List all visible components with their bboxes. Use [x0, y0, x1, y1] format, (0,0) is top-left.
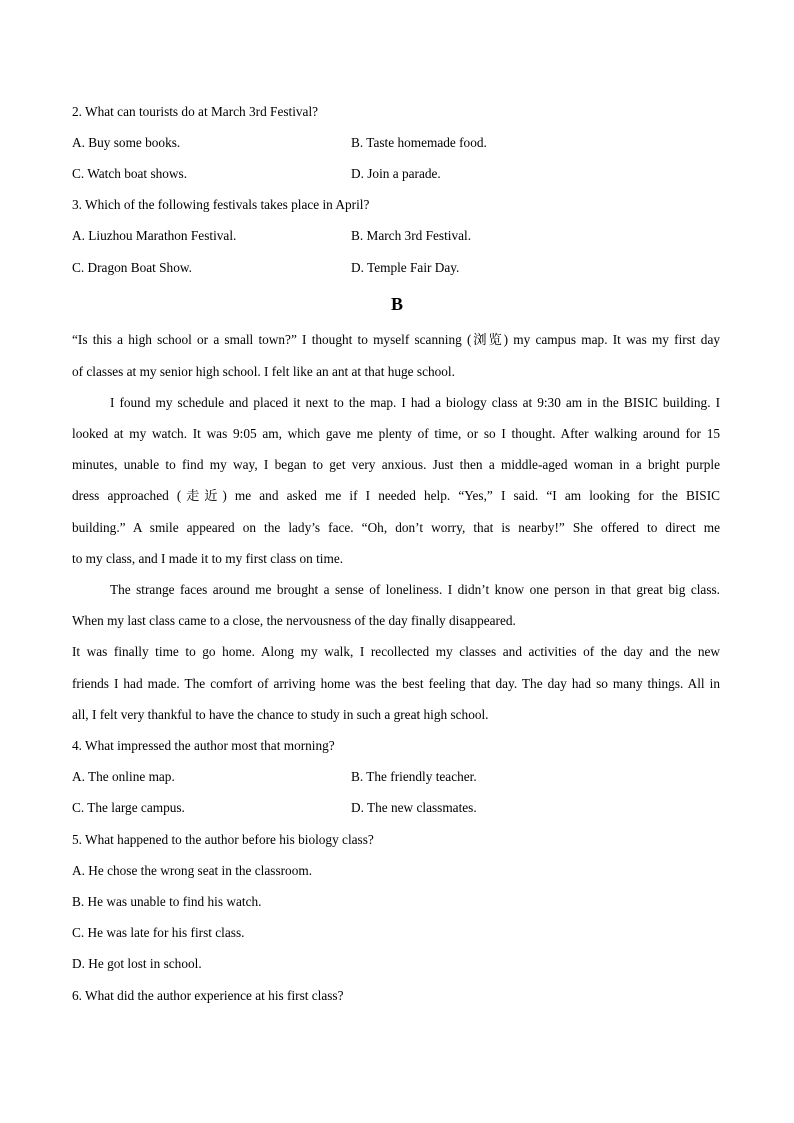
question-4: 4. What impressed the author most that morning? [72, 738, 335, 753]
passage-line: friends I had made. The comfort of arriving home was the best feeling that day. The day had so many things. All in [72, 676, 720, 691]
passage-line: to my class, and I made it to my first class on time. [72, 551, 344, 566]
passage-line: of classes at my senior high school. I felt like an ant at that huge school. [72, 364, 455, 379]
passage-line: looked at my watch. It was 9:05 am, which gave me plenty of time, or so I thought. After walking around for 15 [72, 426, 720, 441]
passage-line: I found my schedule and placed it next to the map. I had a biology class at 9:30 am in the BISIC building. I [110, 395, 720, 410]
q2-option-a: A. Buy some books. [72, 135, 181, 150]
question-5: 5. What happened to the author before his biology class? [72, 832, 374, 847]
q5-option-b: B. He was unable to find his watch. [72, 894, 262, 909]
passage-line: The strange faces around me brought a sense of loneliness. I didn’t know one person in that great big class. [110, 582, 720, 597]
q5-option-d: D. He got lost in school. [72, 956, 202, 971]
q4-option-b: B. The friendly teacher. [351, 769, 477, 784]
passage-line: building.” A smile appeared on the lady’s face. “Oh, don’t worry, that is nearby!” She offered to direct me [72, 520, 720, 535]
passage-line: all, I felt very thankful to have the chance to study in such a great high school. [72, 707, 489, 722]
q2-option-c: C. Watch boat shows. [72, 166, 188, 181]
q3-option-d: D. Temple Fair Day. [351, 260, 460, 275]
passage-line: “Is this a high school or a small town?” I thought to myself scanning (浏览) my campus map. It was my first day [72, 332, 720, 347]
passage-line: It was finally time to go home. Along my walk, I recollected my classes and activities of the day and the new [72, 644, 720, 659]
q2-option-d: D. Join a parade. [351, 166, 441, 181]
q5-option-a: A. He chose the wrong seat in the classroom. [72, 863, 313, 878]
q3-option-b: B. March 3rd Festival. [351, 228, 472, 243]
q4-option-c: C. The large campus. [72, 800, 185, 815]
passage-line: dress approached (走近) me and asked me if I needed help. “Yes,” I said. “I am looking for the BISIC [72, 488, 720, 503]
q5-option-c: C. He was late for his first class. [72, 925, 245, 940]
passage-line: When my last class came to a close, the nervousness of the day finally disappeared. [72, 613, 516, 628]
q4-option-d: D. The new classmates. [351, 800, 477, 815]
q3-option-a: A. Liuzhou Marathon Festival. [72, 228, 237, 243]
question-3: 3. Which of the following festivals takes place in April? [72, 197, 370, 212]
q2-option-b: B. Taste homemade food. [351, 135, 487, 150]
q4-option-a: A. The online map. [72, 769, 175, 784]
question-2: 2. What can tourists do at March 3rd Festival? [72, 104, 319, 119]
question-6: 6. What did the author experience at his first class? [72, 988, 344, 1003]
section-heading: B [390, 294, 403, 314]
q3-option-c: C. Dragon Boat Show. [72, 260, 192, 275]
passage-line: minutes, unable to find my way, I began to get very anxious. Just then a middle-aged woman in a bright purple [72, 457, 720, 472]
